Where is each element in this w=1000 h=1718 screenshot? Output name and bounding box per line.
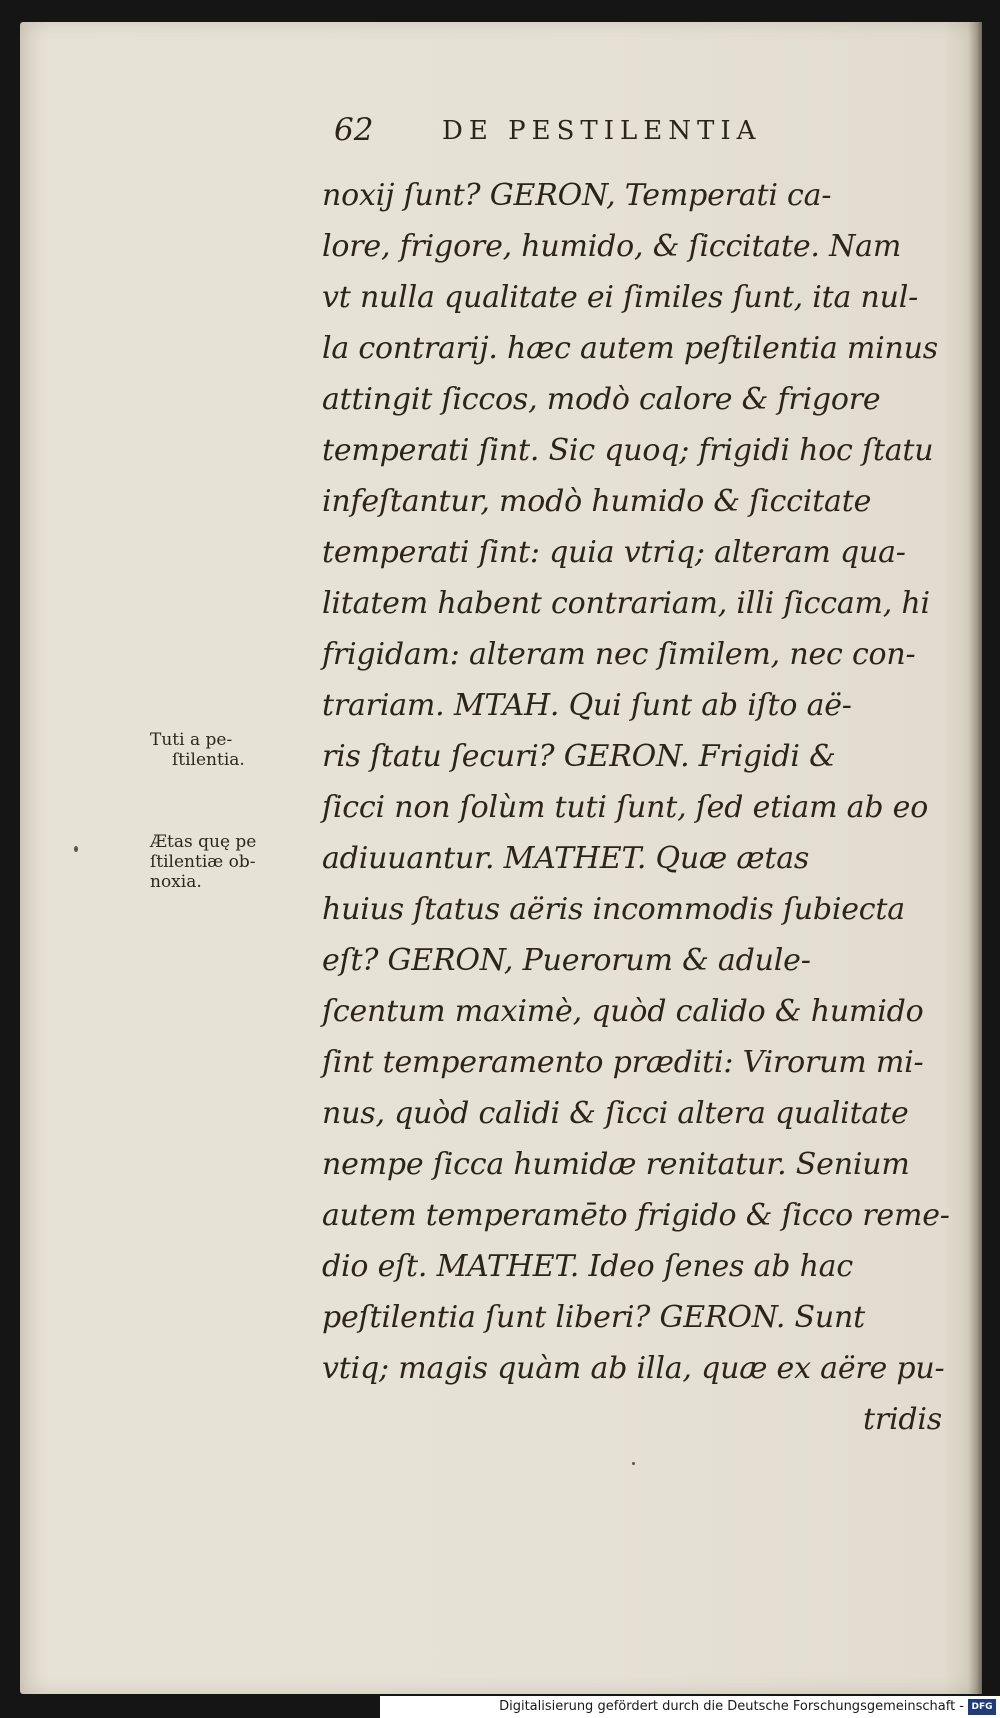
text-line: peſtilentia ſunt liberi? GERON. Sunt (322, 1300, 865, 1335)
margin-note-line: ſtilentiæ ob- (150, 852, 256, 872)
text-line: trariam. MTAH. Qui ſunt ab iſto aë- (322, 688, 852, 723)
text-line: infeſtantur, modò humido & ſiccitate (322, 484, 872, 519)
ink-speck (632, 1462, 635, 1465)
dfg-logo: DFG (968, 1699, 996, 1715)
margin-note-line: ſtilentia. (172, 750, 245, 770)
text-line: nempe ſicca humidæ renitatur. Senium (322, 1147, 910, 1182)
text-line: temperati ſint. Sic quoq; frigidi hoc ſtatu (322, 433, 934, 468)
page-header (334, 108, 934, 158)
text-line: frigidam: alteram nec ſimilem, nec con- (322, 637, 916, 672)
margin-note-safe (150, 730, 300, 770)
margin-note-line: noxia. (150, 872, 202, 892)
margin-note-line: Tuti a pe- (150, 730, 233, 750)
text-line: ſcentum maximè, quòd calido & humido (322, 994, 924, 1029)
page-number: 62 (334, 112, 374, 148)
text-line: eſt? GERON, Puerorum & adule- (322, 943, 811, 978)
margin-note-age (150, 832, 300, 892)
text-line: ſint temperamento præditi: Virorum mi- (322, 1045, 924, 1080)
credit-text: Digitalisierung gefördert durch die Deutsche Forschungsgemeinschaft - (499, 1699, 964, 1714)
text-line: ſicci non ſolùm tuti ſunt, ſed etiam ab eo (322, 790, 929, 825)
text-line: ris ſtatu ſecuri? GERON. Frigidi & (322, 739, 836, 774)
text-line: adiuuantur. MATHET. Quæ ætas (322, 841, 810, 876)
catchword: tridis (863, 1402, 942, 1437)
text-line: autem temperamēto frigido & ſicco reme- (322, 1198, 950, 1233)
text-line: nus, quòd calidi & ſicci altera qualitate (322, 1096, 909, 1131)
ink-speck (74, 846, 78, 852)
page-edge-shadow (968, 22, 982, 1694)
text-line: attingit ſiccos, modò calore & frigore (322, 382, 881, 417)
text-line: dio eſt. MATHET. Ideo ſenes ab hac (322, 1249, 853, 1284)
text-line: temperati ſint: quia vtriq; alteram qua- (322, 535, 906, 570)
margin-note-line: Ætas quę pe (150, 832, 257, 852)
text-line: huius ſtatus aëris incommodis ſubiecta (322, 892, 905, 927)
text-line: vt nulla qualitate ei ſimiles ſunt, ita nul- (322, 280, 919, 315)
body-text (322, 170, 952, 1445)
text-line: vtiq; magis quàm ab illa, quæ ex aëre pu- (322, 1351, 945, 1386)
text-line: la contrarij. hæc autem peſtilentia minus (322, 331, 938, 366)
digitization-credit (380, 1696, 1000, 1718)
text-line: lore, frigore, humido, & ſiccitate. Nam (322, 229, 902, 264)
text-line: noxij ſunt? GERON, Temperati ca- (322, 178, 832, 213)
text-line: litatem habent contrariam, illi ſiccam, hi (322, 586, 930, 621)
running-title: DE PESTILENTIA (442, 116, 762, 146)
